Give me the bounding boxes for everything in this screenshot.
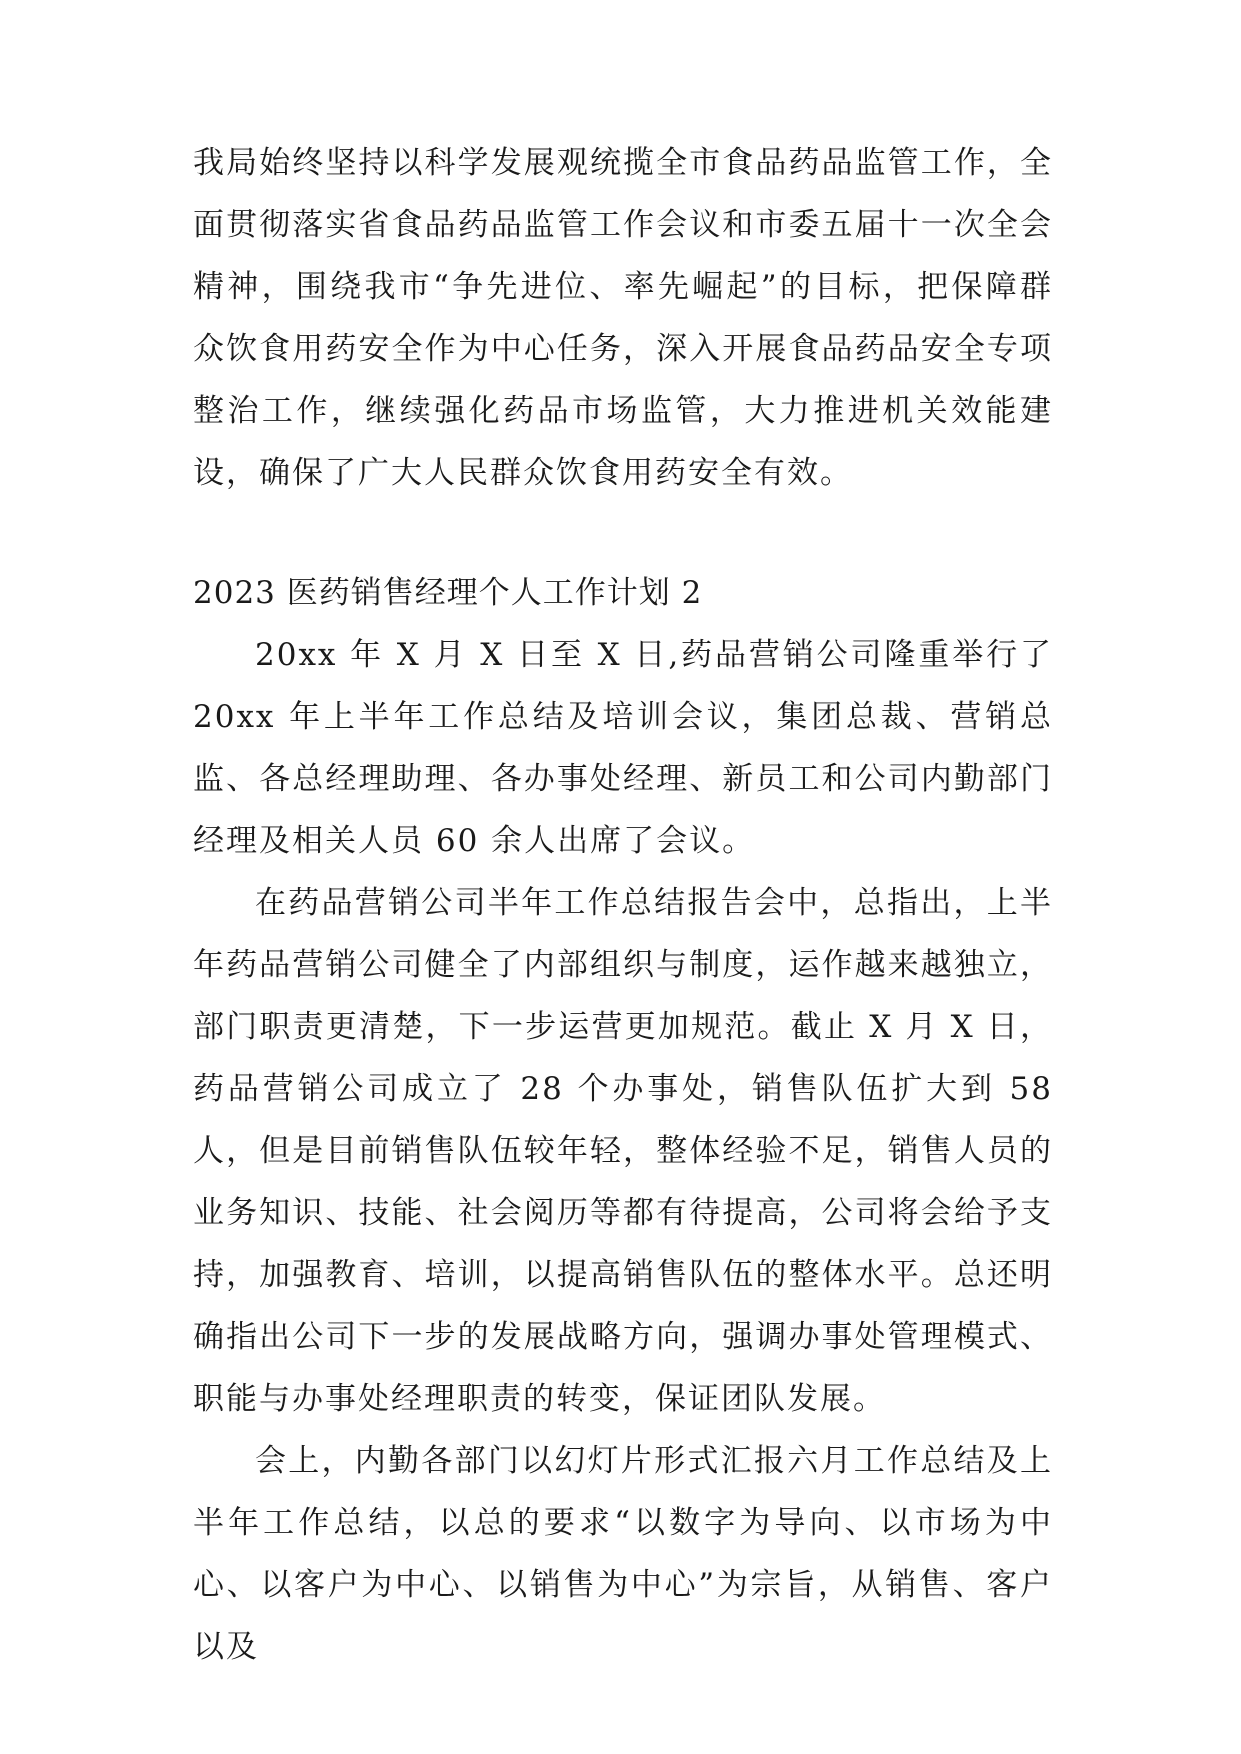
paragraph-meeting: 20xx 年 X 月 X 日至 X 日,药品营销公司隆重举行了 20xx 年上半年工作总结及培训会议，集团总裁、营销总监、各总经理助理、各办事处经理、新员工和公司内勤部门经理及相关人员 60 余人出席了会议。 bbox=[193, 637, 1053, 859]
paragraph-summary-report: 在药品营销公司半年工作总结报告会中，总指出，上半年药品营销公司健全了内部组织与制度，运作越来越独立，部门职责更清楚，下一步运营更加规范。截止 X 月 X 日，药品营销公司成立了 28 个办事处，销售队伍扩大到 58 人，但是目前销售队伍较年轻，整体经验不足，销售人员的业务知识、技能、社会阅历等都有待提高，公司将会给予支持，加强教育、培训，以提高销售队伍的整体水平。总还明确指出公司下一步的发展战略方向，强调办事处管理模式、职能与办事处经理职责的转变，保证团队发展。 bbox=[193, 885, 1053, 1417]
intro-paragraph: 我局始终坚持以科学发展观统揽全市食品药品监管工作，全面贯彻落实省食品药品监管工作会议和市委五届十一次全会精神，围绕我市“争先进位、率先崛起”的目标，把保障群众饮食用药安全作为中心任务，深入开展食品药品安全专项整治工作，继续强化药品市场监管，大力推进机关效能建设，确保了广大人民群众饮食用药安全有效。 bbox=[193, 145, 1053, 491]
paragraph-department-reports: 会上，内勤各部门以幻灯片形式汇报六月工作总结及上半年工作总结，以总的要求“以数字为导向、以市场为中心、以客户为中心、以销售为中心”为宗旨，从销售、客户以及 bbox=[193, 1443, 1053, 1665]
document-body bbox=[193, 132, 1053, 1678]
section-title: 2023 医药销售经理个人工作计划 2 bbox=[193, 575, 703, 611]
